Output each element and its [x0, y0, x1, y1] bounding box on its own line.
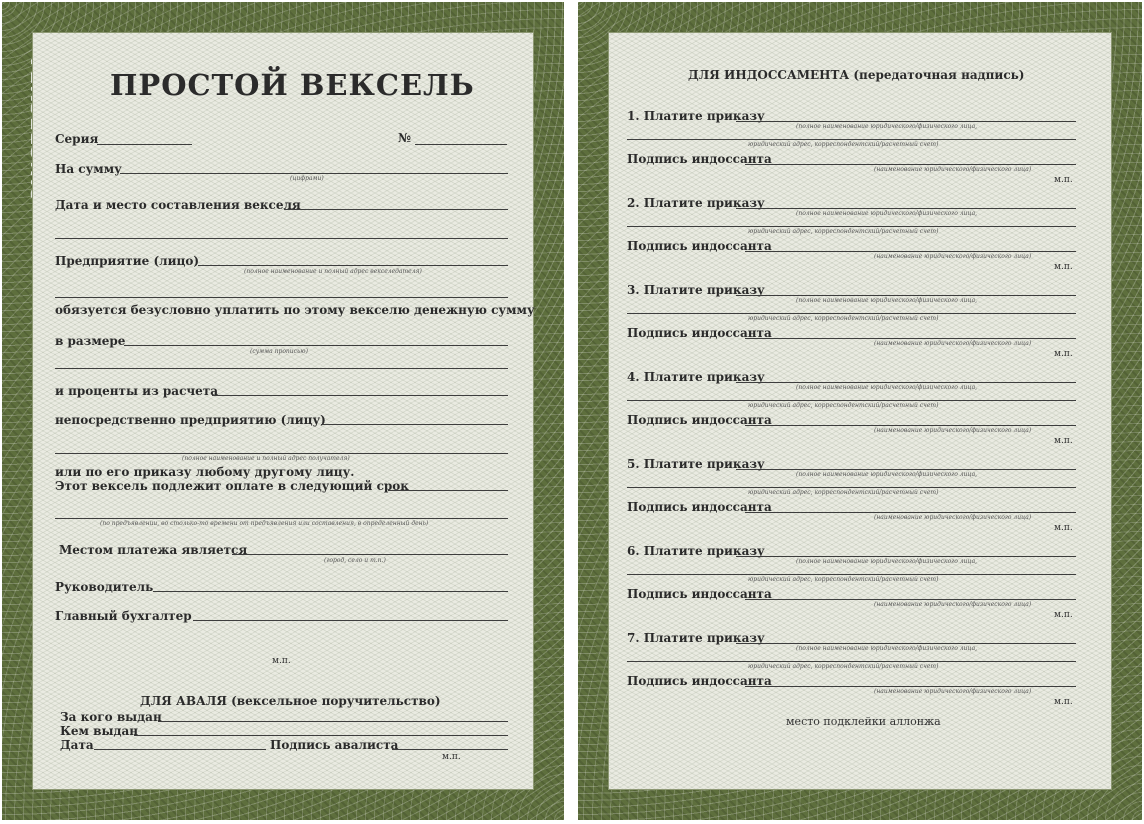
endorser-signature-field[interactable] [745, 425, 1076, 426]
payee-field-2[interactable] [55, 453, 508, 454]
endorsee-address-hint: юридический адрес, корреспондентский/расчетный счет) [748, 141, 939, 148]
stamp-place: м.п. [272, 656, 291, 666]
date-place-label: Дата и место составления векселя [55, 198, 301, 212]
endorsee-name-hint: (полное наименование юридического/физического лица, [796, 123, 978, 130]
endorsee-field[interactable] [736, 382, 1076, 383]
payee-hint: (полное наименование и полный адрес получателя) [182, 455, 350, 462]
date-place-field-2[interactable] [55, 238, 508, 239]
endorsee-name-hint: (полное наименование юридического/физического лица, [796, 210, 978, 217]
aval-sign-field[interactable] [392, 749, 508, 750]
endorsement-block [608, 544, 1112, 628]
amount-words-field[interactable] [124, 345, 508, 346]
endorsement-title: ДЛЯ ИНДОССАМЕНТА (передаточная надпись) [688, 68, 1025, 82]
enterprise-field-2[interactable] [55, 297, 508, 298]
endorsement-block [608, 457, 1112, 541]
endorsement-sheet [578, 2, 1142, 820]
enterprise-hint: (полное наименование и полный адрес векселедателя) [244, 268, 422, 275]
endorsee-address-hint: юридический адрес, корреспондентский/расчетный счет) [748, 315, 939, 322]
endorsee-name-hint: (полное наименование юридического/физического лица, [796, 471, 978, 478]
amount-label: На сумму [55, 162, 122, 176]
endorsee-field-2[interactable] [627, 574, 1076, 575]
amount-hint: (цифрами) [290, 175, 324, 182]
aval-date-label: Дата [60, 738, 94, 752]
endorser-signature-label: Подпись индоссанта [627, 674, 772, 688]
enterprise-label: Предприятие (лицо) [55, 254, 200, 268]
director-label: Руководитель [55, 580, 154, 594]
endorser-signature-label: Подпись индоссанта [627, 239, 772, 253]
accountant-label: Главный бухгалтер [55, 609, 192, 623]
interest-field[interactable] [212, 395, 508, 396]
endorsee-field-2[interactable] [627, 400, 1076, 401]
endorsement-block [608, 283, 1112, 367]
aval-date-field[interactable] [94, 749, 266, 750]
promissory-note-sheet [2, 2, 564, 820]
series-label: Серия [55, 132, 99, 146]
interest-label: и проценты из расчета [55, 384, 219, 398]
endorser-sign-hint: (наименование юридического/физического лица) [874, 601, 1032, 608]
endorser-signature-label: Подпись индоссанта [627, 152, 772, 166]
due-term-field-2[interactable] [55, 518, 508, 519]
endorsement-label: 5. Платите приказу [627, 457, 765, 471]
endorser-signature-field[interactable] [745, 686, 1076, 687]
aval-for-field[interactable] [158, 721, 508, 722]
endorsement-stamp-place: м.п. [1054, 610, 1073, 620]
endorsee-address-hint: юридический адрес, корреспондентский/расчетный счет) [748, 576, 939, 583]
endorser-sign-hint: (наименование юридического/физического лица) [874, 427, 1032, 434]
due-hint: (по предъявлении, во столько-то времени от предъявления или составления, в определенный день) [100, 520, 429, 527]
note-title: ПРОСТОЙ ВЕКСЕЛЬ [110, 68, 475, 102]
endorsement-label: 2. Платите приказу [627, 196, 765, 210]
endorsee-field-2[interactable] [627, 226, 1076, 227]
directly-label: непосредственно предприятию (лицу) [55, 413, 326, 427]
aval-title: ДЛЯ АВАЛЯ (вексельное поручительство) [140, 694, 441, 708]
aval-sign-label: Подпись авалиста [270, 738, 399, 752]
endorsement-block [608, 631, 1112, 715]
endorsement-stamp-place: м.п. [1054, 175, 1073, 185]
endorsement-label: 4. Платите приказу [627, 370, 765, 384]
endorser-signature-field[interactable] [745, 599, 1076, 600]
due-term-field[interactable] [388, 490, 508, 491]
endorser-sign-hint: (наименование юридического/физического лица) [874, 340, 1032, 347]
endorser-sign-hint: (наименование юридического/физического лица) [874, 688, 1032, 695]
endorsee-name-hint: (полное наименование юридического/физического лица, [796, 558, 978, 565]
endorser-sign-hint: (наименование юридического/физического лица) [874, 514, 1032, 521]
endorsee-field[interactable] [736, 295, 1076, 296]
endorsee-field-2[interactable] [627, 487, 1076, 488]
aval-issuer-label: Кем выдан [60, 724, 139, 738]
endorsement-label: 1. Платите приказу [627, 109, 765, 123]
amount-words-field-2[interactable] [55, 368, 508, 369]
endorser-signature-field[interactable] [745, 338, 1076, 339]
endorser-signature-field[interactable] [745, 164, 1076, 165]
number-field[interactable] [415, 144, 507, 145]
endorsement-block [608, 196, 1112, 280]
note-field-area [32, 32, 534, 790]
aval-issuer-field[interactable] [134, 735, 508, 736]
endorsement-label: 6. Платите приказу [627, 544, 765, 558]
endorsement-field-area [608, 32, 1112, 790]
endorsement-block [608, 109, 1112, 193]
endorser-signature-label: Подпись индоссанта [627, 326, 772, 340]
endorsee-address-hint: юридический адрес, корреспондентский/расчетный счет) [748, 663, 939, 670]
endorser-sign-hint: (наименование юридического/физического лица) [874, 253, 1032, 260]
endorser-signature-field[interactable] [745, 512, 1076, 513]
endorsee-field[interactable] [736, 556, 1076, 557]
endorser-signature-field[interactable] [745, 251, 1076, 252]
endorsement-stamp-place: м.п. [1054, 349, 1073, 359]
obligation-text: обязуется безусловно уплатить по этому векселю денежную сумму [55, 303, 535, 317]
endorsee-address-hint: юридический адрес, корреспондентский/расчетный счет) [748, 402, 939, 409]
endorser-sign-hint: (наименование юридического/физического лица) [874, 166, 1032, 173]
endorser-signature-label: Подпись индоссанта [627, 587, 772, 601]
endorsee-field[interactable] [736, 643, 1076, 644]
aval-for-label: За кого выдан [60, 710, 162, 724]
amount-size-hint: (сумма прописью) [250, 348, 308, 355]
allonge-place: место подклейки аллонжа [786, 715, 941, 728]
aval-stamp-place: м.п. [442, 752, 461, 762]
payment-place-field[interactable] [232, 554, 508, 555]
endorsee-field-2[interactable] [627, 139, 1076, 140]
accountant-signature-field[interactable] [193, 620, 508, 621]
payment-place-label: Местом платежа является [59, 543, 248, 557]
order-any-text: или по его приказу любому другому лицу. [55, 465, 355, 479]
endorsee-name-hint: (полное наименование юридического/физического лица, [796, 297, 978, 304]
endorsement-stamp-place: м.п. [1054, 523, 1073, 533]
endorsement-stamp-place: м.п. [1054, 436, 1073, 446]
endorsement-label: 7. Платите приказу [627, 631, 765, 645]
due-term-label: Этот вексель подлежит оплате в следующий срок [55, 479, 409, 493]
endorser-signature-label: Подпись индоссанта [627, 500, 772, 514]
amount-field[interactable] [120, 173, 508, 174]
endorsee-address-hint: юридический адрес, корреспондентский/расчетный счет) [748, 228, 939, 235]
endorsee-address-hint: юридический адрес, корреспондентский/расчетный счет) [748, 489, 939, 496]
endorsement-block [608, 370, 1112, 454]
endorsee-field[interactable] [736, 208, 1076, 209]
series-field[interactable] [97, 144, 192, 145]
endorser-signature-label: Подпись индоссанта [627, 413, 772, 427]
enterprise-field[interactable] [198, 265, 508, 266]
endorsee-field-2[interactable] [627, 313, 1076, 314]
endorsee-field-2[interactable] [627, 661, 1076, 662]
date-place-field[interactable] [284, 209, 508, 210]
amount-size-label: в размере [55, 334, 126, 348]
endorsee-name-hint: (полное наименование юридического/физического лица, [796, 645, 978, 652]
endorsement-label: 3. Платите приказу [627, 283, 765, 297]
endorsee-field[interactable] [736, 121, 1076, 122]
payment-place-hint: (город, село и т.п.) [324, 557, 386, 564]
endorsee-name-hint: (полное наименование юридического/физического лица, [796, 384, 978, 391]
endorsee-field[interactable] [736, 469, 1076, 470]
endorsement-stamp-place: м.п. [1054, 697, 1073, 707]
endorsement-stamp-place: м.п. [1054, 262, 1073, 272]
payee-field[interactable] [321, 424, 508, 425]
director-signature-field[interactable] [153, 591, 508, 592]
number-label: № [398, 131, 412, 145]
